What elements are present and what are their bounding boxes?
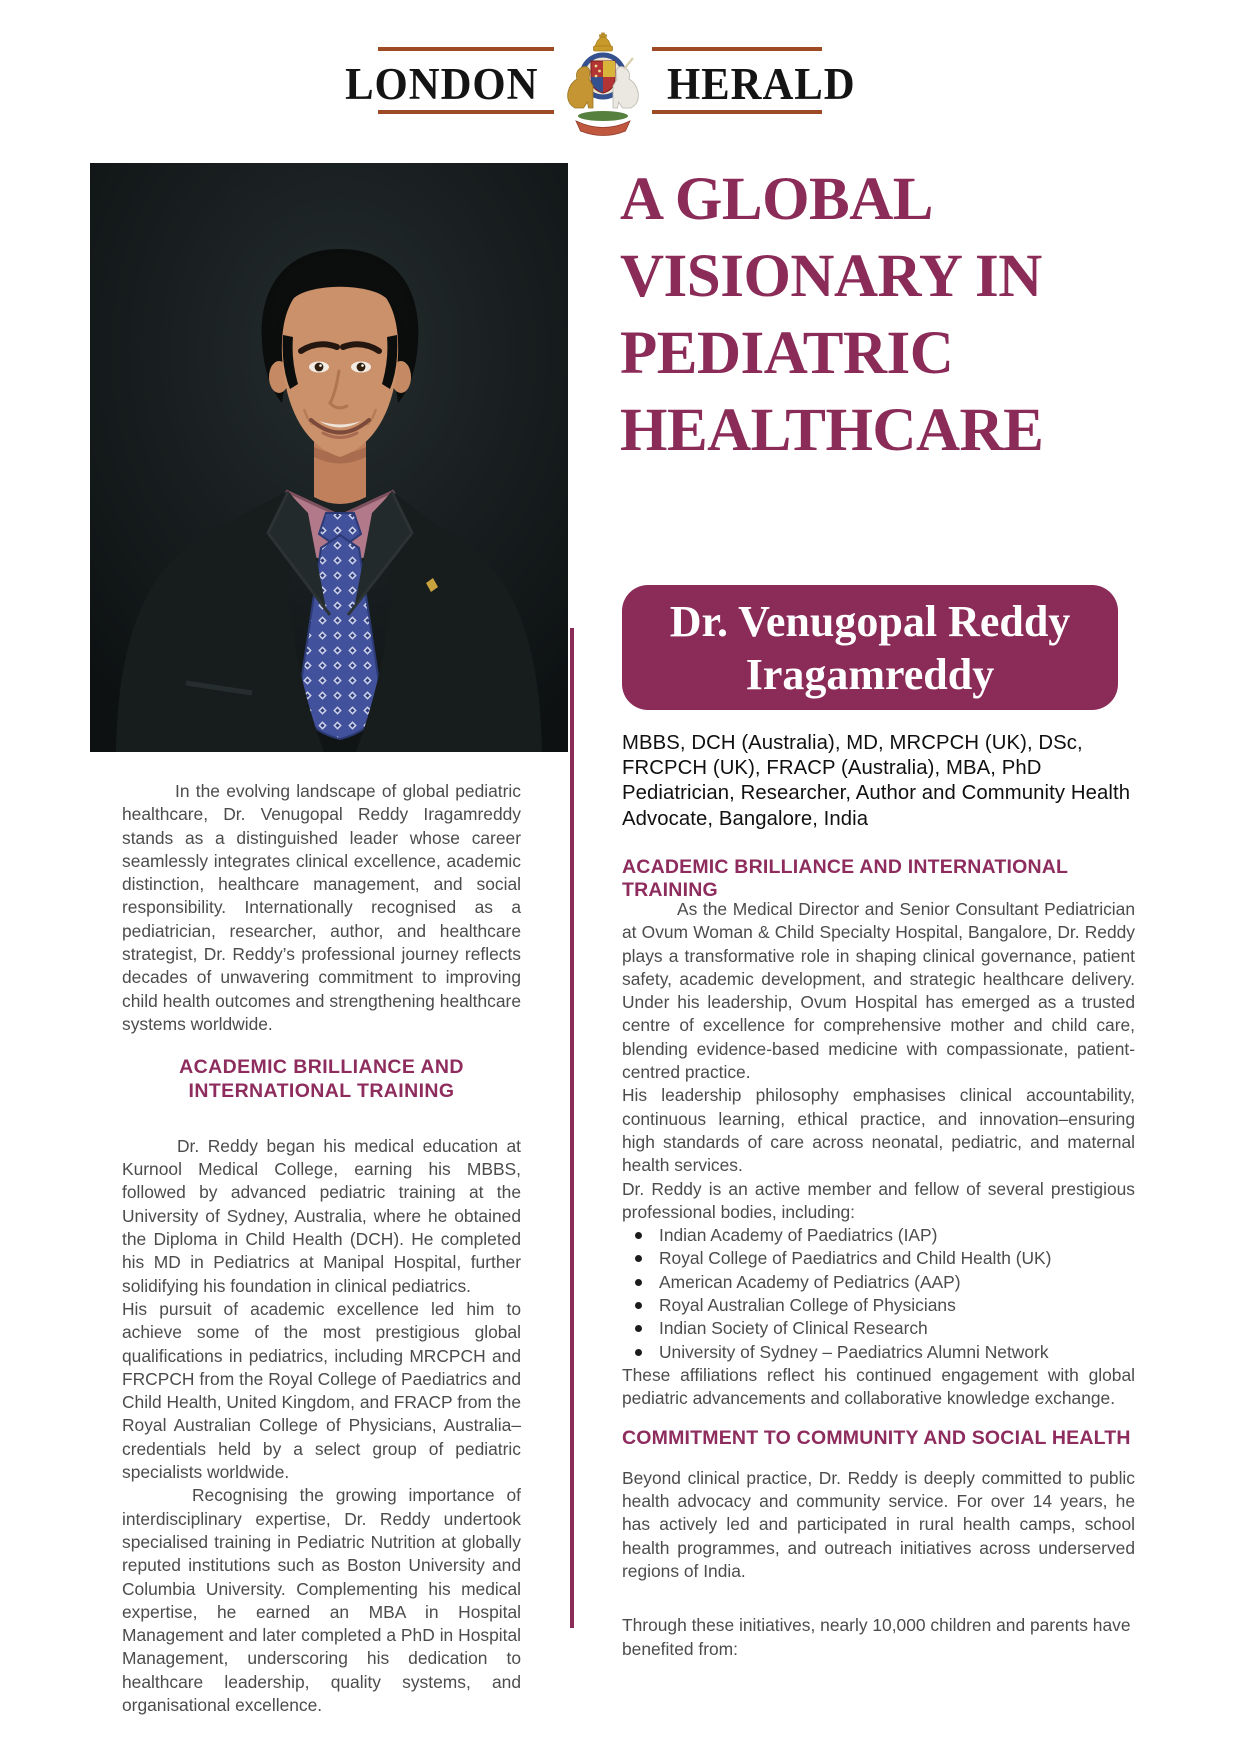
list-item-label: American Academy of Pediatrics (AAP) (659, 1271, 961, 1292)
right-paragraph-leadership: His leadership philosophy emphasises clinical accountability, continuous learning, ethical practice, and innovation–ensuring high standards of care across neonatal, pediatric, and maternal health services. (622, 1085, 1135, 1176)
list-item-label: Indian Society of Clinical Research (659, 1318, 928, 1339)
masthead-word-london: LONDON (345, 59, 539, 109)
right-section-heading-academic: ACADEMIC BRILLIANCE AND INTERNATIONAL TRAINING (622, 856, 1068, 902)
credentials-block (622, 731, 1138, 832)
name-banner (622, 585, 1118, 710)
bullet-icon (635, 1255, 642, 1262)
left-section-heading (122, 1056, 521, 1103)
list-item-label: Royal Australian College of Physicians (659, 1295, 956, 1316)
list-item (622, 1317, 1135, 1340)
left-paragraph-specialisation: Recognising the growing importance of interdisciplinary expertise, Dr. Reddy undertook specialised training in Pediatric Nutrition at globally reputed institutions such as Boston University and Columbia University. Complementing his medical expertise, he earned an MBA in Hospital Management and later completed a PhD in Hospital Management, underscoring his dedication to healthcare leadership, quality systems, and organisational excellence. (122, 1485, 521, 1715)
doctor-name-line-2: Iragamreddy (745, 649, 995, 699)
right-paragraph-affiliations: These affiliations reflect his continued engagement with global pediatric advancements and collaborative knowledge exchange. (622, 1364, 1135, 1409)
royal-crest-icon (554, 28, 652, 140)
column-divider-rule (570, 628, 574, 1628)
list-item (622, 1247, 1135, 1270)
bullet-icon (635, 1302, 642, 1309)
right-paragraph-initiatives: Through these initiatives, nearly 10,000 children and parents have benefited from: (622, 1615, 1131, 1659)
bullet-icon (635, 1325, 642, 1332)
article-headline (620, 161, 1130, 469)
right-paragraph-memberships-intro: Dr. Reddy is an active member and fellow of several prestigious professional bodies, including: (622, 1178, 1135, 1222)
bullet-icon (635, 1349, 642, 1356)
list-item-label: University of Sydney – Paediatrics Alumni Network (659, 1341, 1049, 1362)
left-paragraph-education: Dr. Reddy began his medical education at Kurnool Medical College, earning his MBBS, followed by advanced pediatric training at the University of Sydney, Australia, where he obtained the Diploma in Child Health (DCH). He completed his MD in Pediatrics at Manipal Hospital, further solidifying his foundation in clinical pediatrics. (122, 1135, 521, 1296)
right-section-heading-community: COMMITMENT TO COMMUNITY AND SOCIAL HEALTH (622, 1426, 1131, 1449)
credentials-text: MBBS, DCH (Australia), MD, MRCPCH (UK), DSc, FRCPCH (UK), FRACP (Australia), MBA, PhD (622, 732, 1083, 780)
headline-line-4: HEALTHCARE (620, 397, 1044, 464)
portrait-photo (90, 163, 568, 752)
masthead (345, 28, 856, 140)
list-item-label: Royal College of Paediatrics and Child Health (UK) (659, 1248, 1052, 1269)
bullet-icon (635, 1279, 642, 1286)
affiliations-list (622, 1224, 1135, 1364)
right-paragraph-medical-director: As the Medical Director and Senior Consultant Pediatrician at Ovum Woman & Child Specialty Hospital, Bangalore, Dr. Reddy plays a transformative role in shaping clinical governance, patient safety, academic development, and strategic healthcare delivery. Under his leadership, Ovum Hospital has emerged as a trusted centre of excellence for comprehensive mother and child care, blending evidence-based medicine with compassionate, patient-centred practice. (622, 899, 1135, 1083)
list-item (622, 1224, 1135, 1247)
list-item (622, 1341, 1135, 1364)
left-section-heading-line-2: INTERNATIONAL TRAINING (188, 1079, 455, 1102)
right-paragraph-community: Beyond clinical practice, Dr. Reddy is deeply committed to public health advocacy and community service. For over 14 years, he has actively led and participated in rural health camps, school health programmes, and outreach initiatives across underserved regions of India. (622, 1467, 1135, 1582)
masthead-word-herald: HERALD (666, 59, 856, 109)
headline-line-2: VISIONARY IN (620, 243, 1042, 310)
left-paragraph-intro: In the evolving landscape of global pediatric healthcare, Dr. Venugopal Reddy Iragamreddy stands as a distinguished leader whose career seamlessly integrates clinical excellence, academic distinction, healthcare management, and social responsibility. Internationally recognised as a pediatrician, researcher, author, and healthcare strategist, Dr. Reddy’s professional journey reflects decades of unwavering commitment to improving child health outcomes and strengthening healthcare systems worldwide. (122, 781, 521, 1034)
right-column (622, 898, 1135, 1661)
left-column (122, 780, 521, 1717)
doctor-name-line-1: Dr. Venugopal Reddy (669, 596, 1071, 646)
list-item (622, 1271, 1135, 1294)
left-section-heading-line-1: ACADEMIC BRILLIANCE AND (179, 1056, 464, 1079)
headline-line-1: A GLOBAL (620, 166, 933, 233)
list-item (622, 1294, 1135, 1317)
list-item-label: Indian Academy of Paediatrics (IAP) (659, 1225, 938, 1246)
headline-line-3: PEDIATRIC (620, 320, 954, 387)
bullet-icon (635, 1232, 642, 1239)
role-text: Pediatrician, Researcher, Author and Community Health Advocate, Bangalore, India (622, 782, 1131, 830)
left-paragraph-qualifications: His pursuit of academic excellence led him to achieve some of the most prestigious global qualifications in pediatrics, including MRCPCH and FRCPCH from the Royal College of Paediatrics and Child Health, United Kingdom, and FRACP from the Royal Australian College of Physicians, Australia–credentials held by a select group of pediatric specialists worldwide. (122, 1298, 521, 1483)
